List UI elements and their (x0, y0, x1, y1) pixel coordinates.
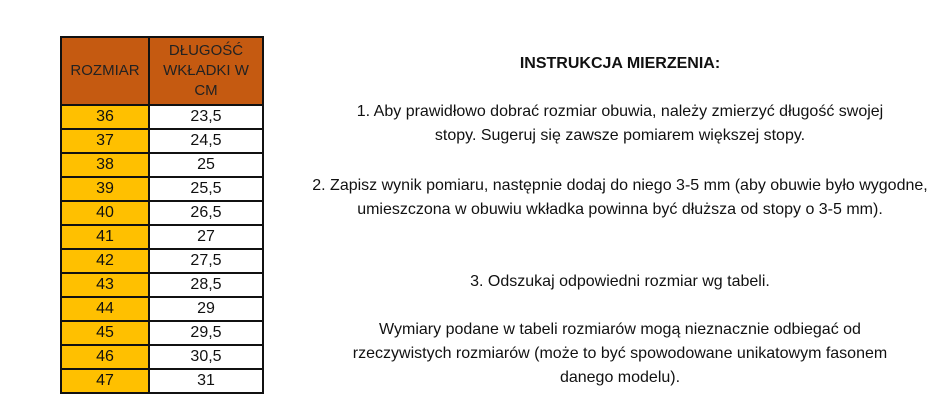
length-cell: 29,5 (149, 321, 263, 345)
instruction-note: Wymiary podane w tabeli rozmiarów mogą nieznacznie odbiegać od rzeczywistych rozmiarów (może to być spowodowane unikatowym fasonem danego modelu). (352, 321, 888, 386)
header-size: ROZMIAR (61, 37, 149, 105)
size-cell: 40 (61, 201, 149, 225)
instruction-step-3: 3. Odszukaj odpowiedni rozmiar wg tabeli. (470, 273, 770, 290)
table-row (61, 273, 263, 297)
size-cell: 42 (61, 249, 149, 273)
instructions-title: INSTRUKCJA MIERZENIA: (519, 55, 721, 72)
table-row (61, 177, 263, 201)
length-cell: 25,5 (149, 177, 263, 201)
length-cell: 29 (149, 297, 263, 321)
size-cell: 44 (61, 297, 149, 321)
table-row (61, 249, 263, 273)
length-cell: 23,5 (149, 105, 263, 129)
size-cell: 45 (61, 321, 149, 345)
table-row (61, 129, 263, 153)
length-cell: 30,5 (149, 345, 263, 369)
instruction-step-1: 1. Aby prawidłowo dobrać rozmiar obuwia, należy zmierzyć długość swojej stopy. Sugeruj się zawsze pomiarem większej stopy. (356, 103, 884, 144)
size-cell: 43 (61, 273, 149, 297)
table-row (61, 297, 263, 321)
size-cell: 36 (61, 105, 149, 129)
size-cell: 47 (61, 369, 149, 393)
length-cell: 31 (149, 369, 263, 393)
size-cell: 41 (61, 225, 149, 249)
length-cell: 26,5 (149, 201, 263, 225)
table-row (61, 225, 263, 249)
length-cell: 24,5 (149, 129, 263, 153)
size-cell: 38 (61, 153, 149, 177)
header-insole-length: DŁUGOŚĆ WKŁADKI W CM (149, 37, 263, 105)
table-row (61, 153, 263, 177)
instruction-step-2: 2. Zapisz wynik pomiaru, następnie dodaj do niego 3-5 mm (aby obuwie było wygodne, umieszczona w obuwiu wkładka powinna być dłuższa od stopy o 3-5 mm). (312, 177, 928, 218)
length-cell: 25 (149, 153, 263, 177)
table-row (61, 369, 263, 393)
length-cell: 27,5 (149, 249, 263, 273)
size-table (60, 36, 264, 394)
length-cell: 27 (149, 225, 263, 249)
table-row (61, 345, 263, 369)
length-cell: 28,5 (149, 273, 263, 297)
table-row (61, 105, 263, 129)
table-row (61, 321, 263, 345)
size-cell: 39 (61, 177, 149, 201)
size-cell: 37 (61, 129, 149, 153)
table-row (61, 201, 263, 225)
size-cell: 46 (61, 345, 149, 369)
